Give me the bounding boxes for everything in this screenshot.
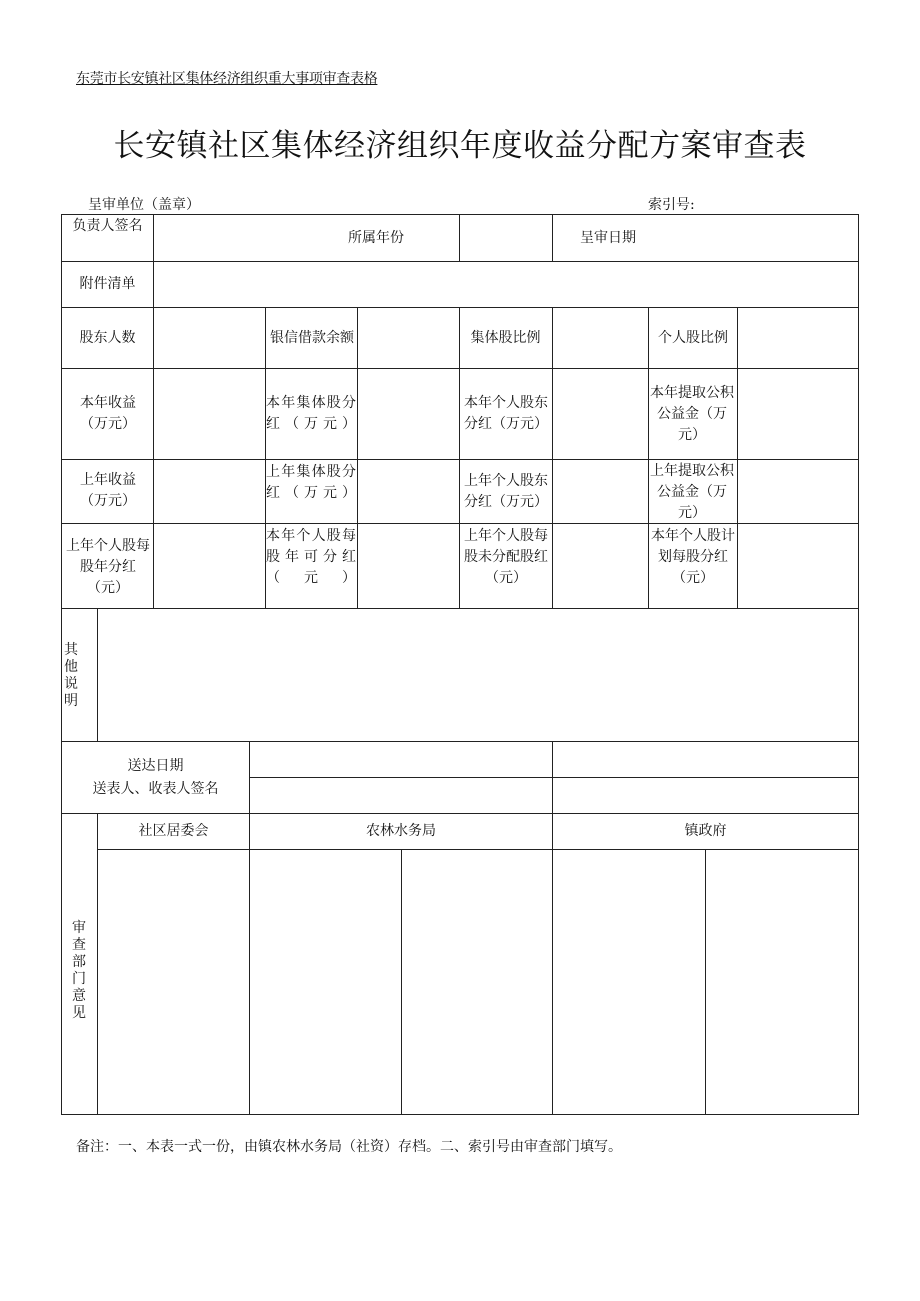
delivery-date-label: 送达日期 [127,758,184,774]
this-year-reserve-fund-label: 本年提取公积公益金（万元） [650,384,734,443]
page-title: 长安镇社区集体经济组织年度收益分配方案审查表 [113,128,807,164]
delivery-signers-label: 送表人、收表人签名 [92,781,219,797]
submitter-label: 呈审单位（盖章） [88,197,200,213]
attachments-label: 附件清单 [79,276,136,292]
community-committee-label: 社区居委会 [138,822,209,839]
last-year-undistributed-dividend-label: 上年个人股每股未分配股红（元） [464,527,548,586]
attachments-field[interactable] [154,262,858,307]
review-date-label: 呈审日期 [580,229,636,246]
last-year-per-share-dividend-label: 上年个人股每股年分红（元） [66,537,150,596]
person-in-charge-signature-label: 负责人签名 [72,217,143,234]
this-year-per-share-available-label: 本年个人股每股年可分红（元） [266,527,356,586]
shareholders-count-label: 股东人数 [79,329,136,346]
this-year-planned-dividend-label: 本年个人股计划每股分红（元） [651,527,735,586]
footnote: 备注：一、本表一式一份，由镇农林水务局（社资）存档。二、索引号由审查部门填写。 [76,1139,622,1155]
year-label: 所属年份 [348,229,404,246]
this-year-income-label: 本年收益（万元） [80,395,136,432]
town-government-label: 镇政府 [684,822,727,839]
last-year-income-label: 上年收益（万元） [80,472,136,509]
review-opinion-label: 审查部门意见 [72,920,86,1021]
other-notes-label: 其他说明 [64,642,78,709]
year-field[interactable] [460,215,551,261]
this-year-collective-dividend-label: 本年集体股分红（万元） [266,395,356,432]
this-year-individual-dividend-label: 本年个人股东分红（万元） [464,395,548,432]
individual-share-ratio-label: 个人股比例 [658,329,728,346]
last-year-individual-dividend-label: 上年个人股东分红（万元） [464,473,548,510]
other-notes-field[interactable] [98,609,858,741]
agriculture-bureau-label: 农林水务局 [366,822,436,839]
index-number-label: 索引号: [648,197,695,213]
collective-share-ratio-label: 集体股比例 [470,329,541,346]
last-year-reserve-fund-label: 上年提取公积公益金（万元） [650,462,734,521]
document-header-line: 东莞市长安镇社区集体经济组织重大事项审查表格 [76,71,378,87]
last-year-collective-dividend-label: 上年集体股分红（万元） [266,464,356,501]
bank-loan-balance-label: 银信借款余额 [270,329,354,346]
